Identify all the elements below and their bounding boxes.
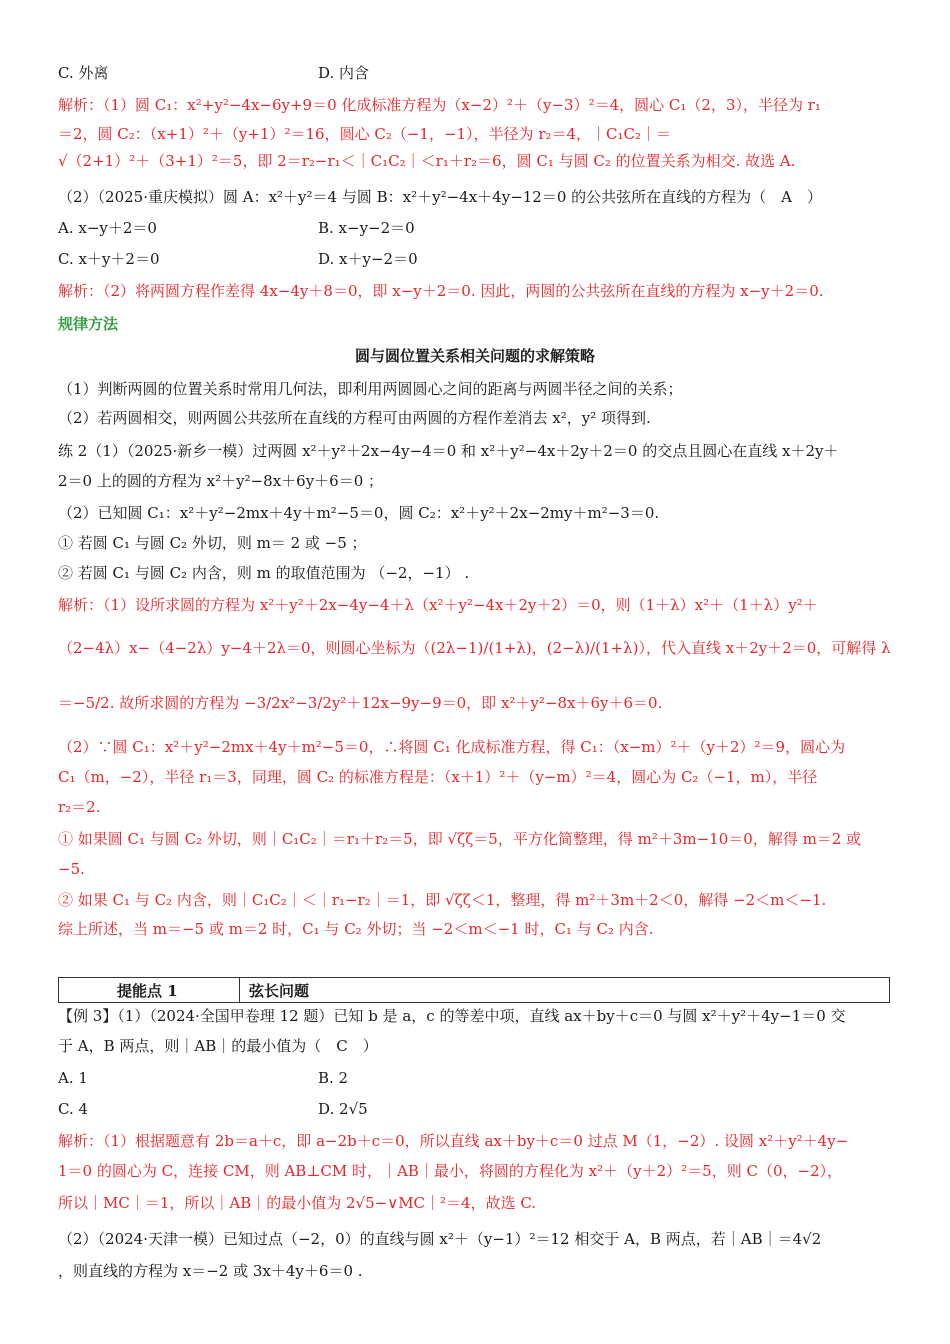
text-line: 1＝0 的圆心为 C，连接 CM，则 AB⊥CM 时，｜AB｜最小，将圆的方程化为 x²＋（y＋2）²＝5，则 C（0，−2），	[58, 1162, 843, 1180]
text-line: D. x＋y−2＝0	[318, 250, 418, 268]
text-line: 解析：（1）圆 C₁：x²+y²−4x−6y+9＝0 化成标准方程为（x−2）²＋（y−3）²＝4，圆心 C₁（2，3），半径为 r₁	[58, 96, 821, 114]
text-line: B. x−y−2＝0	[318, 219, 415, 237]
section-point-label: 提能点 1	[117, 982, 178, 1000]
text-line: r₂＝2.	[58, 798, 101, 816]
text-line: ① 如果圆 C₁ 与圆 C₂ 外切，则｜C₁C₂｜＝r₁＋r₂＝5，即 √ζζ＝5，平方化简整理，得 m²＋3m−10＝0，解得 m＝2 或	[58, 830, 862, 848]
text-line: ＝2，圆 C₂：（x+1）²＋（y+1）²＝16，圆心 C₂（−1，−1），半径为 r₂＝4，｜C₁C₂｜＝	[58, 125, 672, 143]
text-line: 规律方法	[58, 315, 119, 333]
text-line: A. 1	[58, 1069, 88, 1087]
text-line: ② 若圆 C₁ 与圆 C₂ 内含，则 m 的取值范围为 （−2，−1） .	[58, 564, 470, 582]
text-line: C. 4	[58, 1100, 89, 1118]
text-line: 解析：（1）设所求圆的方程为 x²＋y²＋2x−4y−4＋λ（x²＋y²−4x＋2y＋2）＝0，则（1＋λ）x²＋（1＋λ）y²＋	[58, 596, 818, 614]
text-line: 练 2（1）（2025·新乡一模）过两圆 x²＋y²＋2x−4y−4＝0 和 x²＋y²−4x＋2y＋2＝0 的交点且圆心在直线 x＋2y＋	[58, 442, 839, 460]
text-line: C. x＋y＋2＝0	[58, 250, 160, 268]
text-line: D. 2√5	[318, 1100, 368, 1118]
text-line: （2）（2025·重庆模拟）圆 A：x²＋y²＝4 与圆 B：x²＋y²−4x＋4y−12＝0 的公共弦所在直线的方程为（ A ）	[58, 188, 823, 206]
text-line: 圆与圆位置关系相关问题的求解策略	[354, 347, 595, 365]
text-line: C₁（m，−2），半径 r₁＝3，同理，圆 C₂ 的标准方程是：（x＋1）²＋（y−m）²＝4，圆心为 C₂（−1，m），半径	[58, 768, 818, 786]
text-line: 2＝0 上的圆的方程为 x²＋y²−8x＋6y＋6＝0 ；	[58, 472, 384, 490]
text-line: ② 如果 C₁ 与 C₂ 内含，则｜C₁C₂｜＜｜r₁−r₂｜＝1，即 √ζζ＜1，整理，得 m²＋3m＋2＜0，解得 −2＜m＜−1.	[58, 891, 827, 909]
text-line: （2−4λ）x−（4−2λ）y−4＋2λ＝0，则圆心坐标为（(2λ−1)/(1+λ)，(2−λ)/(1+λ)），代入直线 x＋2y＋2＝0，可解得 λ	[58, 639, 891, 657]
text-line: （2）已知圆 C₁：x²＋y²−2mx＋4y＋m²−5＝0，圆 C₂：x²＋y²＋2x−2my＋m²−3＝0.	[58, 504, 660, 522]
text-line: √（2+1）²＋（3+1）²＝5，即 2＝r₂−r₁＜｜C₁C₂｜＜r₁＋r₂＝6，圆 C₁ 与圆 C₂ 的位置关系为相交. 故选 A.	[58, 152, 796, 170]
text-line: A. x−y＋2＝0	[58, 219, 157, 237]
text-line: （2）（2024·天津一模）已知过点（−2，0）的直线与圆 x²＋（y−1）²＝12 相交于 A，B 两点，若｜AB｜＝4√2	[58, 1230, 822, 1248]
text-line: （2）∵圆 C₁：x²＋y²−2mx＋4y＋m²−5＝0，∴将圆 C₁ 化成标准方程，得 C₁：（x−m）²＋（y＋2）²＝9，圆心为	[58, 738, 846, 756]
text-line: 于 A，B 两点，则｜AB｜的最小值为（ C ）	[58, 1037, 378, 1055]
section-topic-label: 弦长问题	[249, 982, 310, 1000]
text-line: ① 若圆 C₁ 与圆 C₂ 外切，则 m＝ 2 或 −5 ；	[58, 534, 367, 552]
text-line: 【例 3】（1）（2024·全国甲卷理 12 题）已知 b 是 a，c 的等差中项，直线 ax＋by＋c＝0 与圆 x²＋y²＋4y−1＝0 交	[58, 1007, 846, 1025]
text-line: −5.	[58, 860, 85, 878]
text-line: 综上所述，当 m＝−5 或 m＝2 时，C₁ 与 C₂ 外切；当 −2＜m＜−1 时，C₁ 与 C₂ 内含.	[58, 920, 654, 938]
text-line: 解析：（1）根据题意有 2b＝a＋c，即 a−2b＋c＝0，所以直线 ax＋by＋c＝0 过点 M（1，−2）. 设圆 x²＋y²＋4y−	[58, 1132, 849, 1150]
text-line: 解析：（2）将两圆方程作差得 4x−4y＋8＝0，即 x−y＋2＝0. 因此，两圆的公共弦所在直线的方程为 x−y＋2＝0.	[58, 282, 824, 300]
section-header-table	[58, 977, 890, 1003]
text-line: B. 2	[318, 1069, 349, 1087]
text-line: （1）判断两圆的位置关系时常用几何法，即利用两圆圆心之间的距离与两圆半径之间的关系；	[58, 380, 683, 398]
text-line: （2）若两圆相交，则两圆公共弦所在直线的方程可由两圆的方程作差消去 x²，y² 项得到.	[58, 409, 651, 427]
text-line: ＝−5/2. 故所求圆的方程为 −3/2x²−3/2y²＋12x−9y−9＝0，即 x²＋y²−8x＋6y＋6＝0.	[58, 694, 663, 712]
text-line: C. 外离	[58, 64, 109, 82]
text-line: D. 内含	[318, 64, 370, 82]
text-line: 所以｜MC｜＝1，所以｜AB｜的最小值为 2√5−∨MC｜²＝4，故选 C.	[58, 1194, 537, 1212]
text-line: ，则直线的方程为 x＝−2 或 3x＋4y＋6＝0 .	[58, 1262, 363, 1280]
